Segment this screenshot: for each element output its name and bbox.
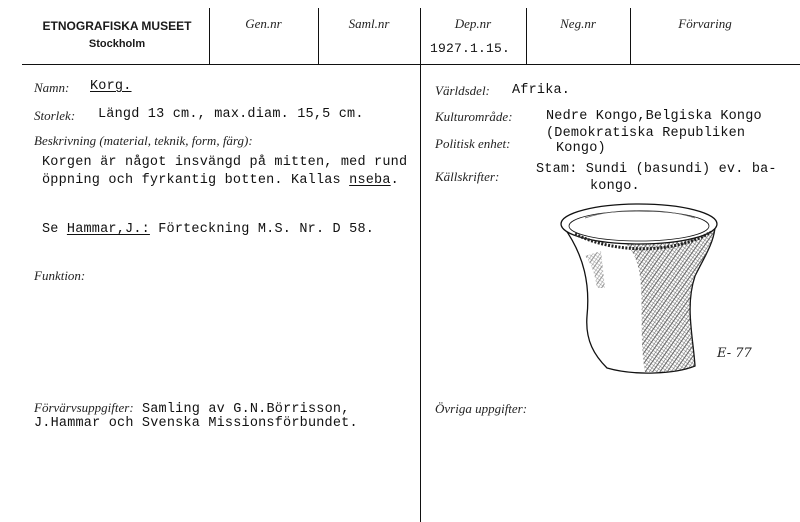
reference-line [42,222,374,237]
kallskrifter-label: Källskrifter: [435,169,500,184]
gen-nr-header: Gen.nr [245,16,282,31]
namn-value: Korg. [90,79,132,94]
forvarv-value-1: Samling av G.N.Börrisson, [133,402,350,417]
forvaring-header: Förvaring [678,16,732,31]
dep-nr-header: Dep.nr [454,16,492,31]
funktion-label: Funktion: [34,268,86,283]
header-bottom-rule [22,64,800,65]
forvarv-label: Förvärvsuppgifter: [34,400,134,415]
drawing-annotation: E- 77 [717,346,752,361]
varldsdel-label: Världsdel: [435,83,490,98]
kulturomrade-line-1: Nedre Kongo,Belgiska Kongo [546,109,762,124]
neg-nr-header: Neg.nr [560,16,596,31]
dep-nr-value: 1927.1.15. [430,41,511,56]
politisk-enhet-label: Politisk enhet: [435,136,511,151]
beskrivning-line-2 [42,173,399,188]
local-name-nseba: nseba [349,173,391,188]
reference-author: Hammar,J.: [66,222,150,237]
reference-prefix: Se [42,222,67,237]
beskrivning-label: Beskrivning (material, teknik, form, färg): [34,133,253,148]
center-divider [420,64,421,522]
kulturomrade-label: Kulturområde: [435,109,513,124]
kulturomrade-line-3: Kongo) [556,141,606,156]
varldsdel-value: Afrika. [512,83,571,98]
museum-city: Stockholm [88,38,146,50]
namn-label: Namn: [34,80,70,95]
storlek-value: Längd 13 cm., max.diam. 15,5 cm. [98,107,364,122]
kallskrifter-line-2: kongo. [590,179,640,194]
beskrivning-line-1: Korgen är något insvängd på mitten, med rund [42,155,408,170]
museum-name: ETNOGRAFISKA MUSEET [42,19,192,33]
saml-nr-header: Saml.nr [348,16,390,31]
reference-rest: Förteckning M.S. Nr. D 58. [149,222,375,237]
forvarv-line-1 [34,399,350,417]
ovriga-label: Övriga uppgifter: [435,401,528,416]
kallskrifter-line-1: Stam: Sundi (basundi) ev. ba- [536,162,777,177]
basket-illustration [545,196,725,396]
kulturomrade-line-2: (Demokratiska Republiken [546,126,746,141]
forvarv-value-2: J.Hammar och Svenska Missionsförbundet. [34,416,358,431]
beskrivning-line-2-end: . [390,173,399,188]
beskrivning-line-2-text: öppning och fyrkantig botten. Kallas [42,173,350,188]
storlek-label: Storlek: [34,108,76,123]
